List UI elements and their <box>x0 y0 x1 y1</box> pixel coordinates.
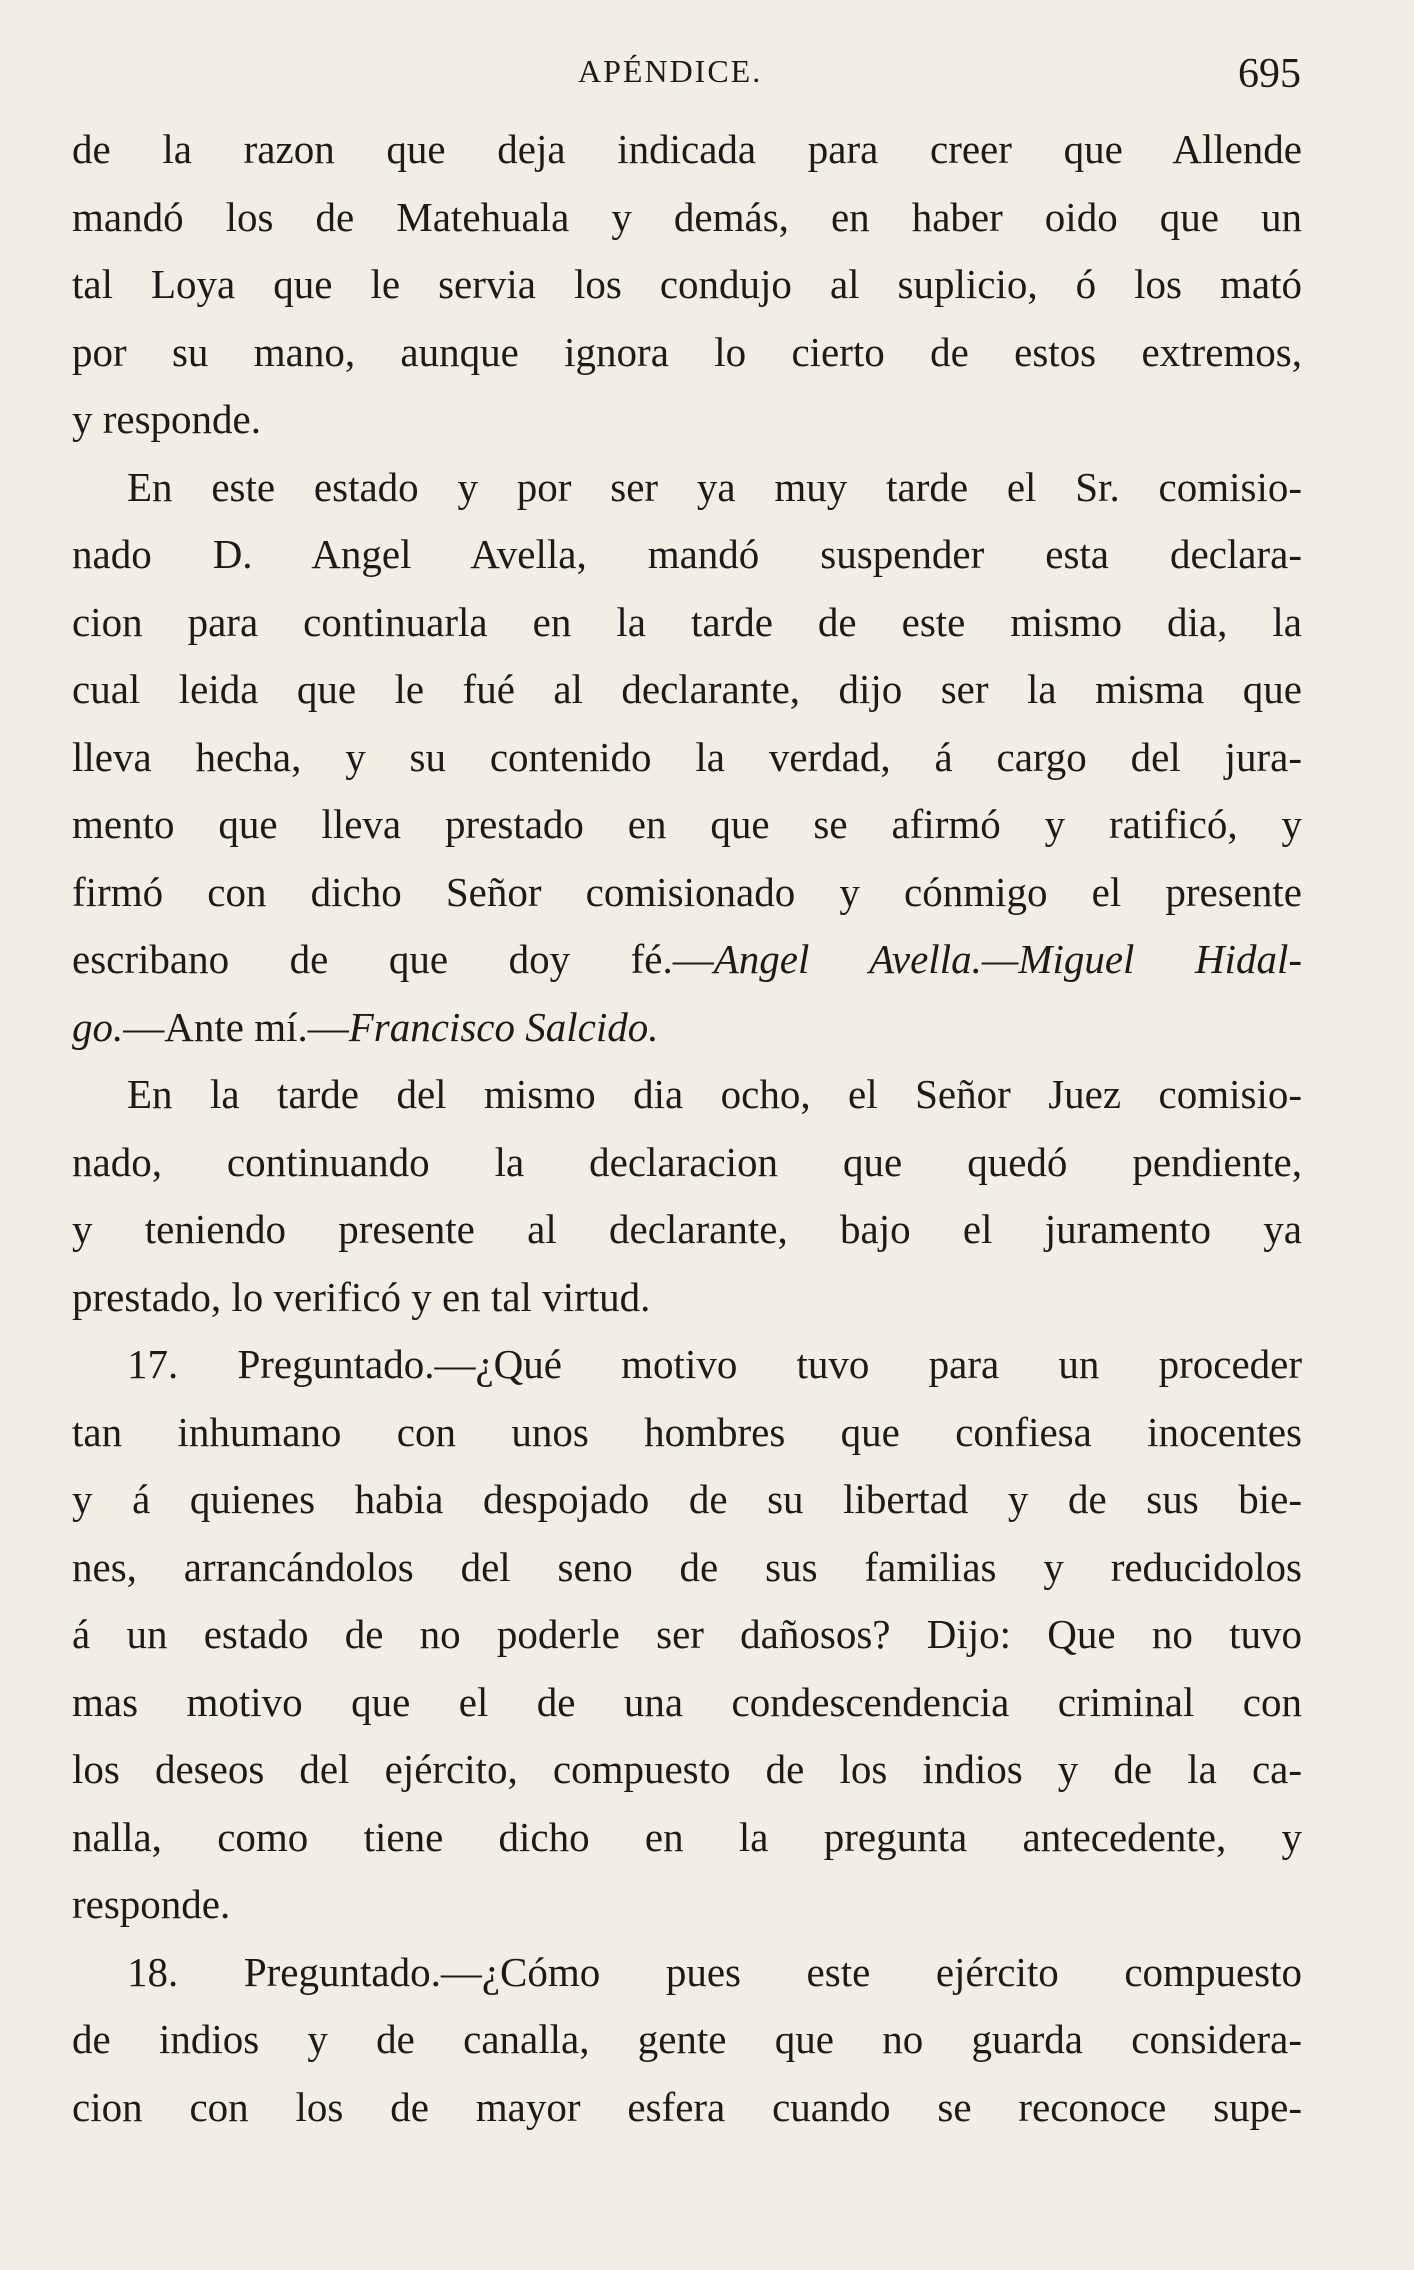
text-line: á un estado de no poderle ser dañosos? Dijo: Que no tuvo <box>72 1611 1302 1657</box>
text-line: por su mano, aunque ignora lo cierto de estos extremos, <box>72 328 1302 375</box>
text-line: y responde. <box>72 396 262 442</box>
text-line: nado, continuando la declaracion que quedó pendiente, <box>72 1138 1302 1185</box>
text-line: mas motivo que el de una condescendencia criminal con <box>72 1678 1302 1725</box>
text-line: mandó los de Matehuala y demás, en haber oido que un <box>72 193 1302 240</box>
text-line: de la razon que deja indicada para creer que Allende <box>72 126 1302 172</box>
text-line: de indios y de canalla, gente que no guarda considera- <box>72 2016 1302 2062</box>
text-line: nes, arrancándolos del seno de sus familias y reducidolos <box>72 1543 1302 1590</box>
text-line: y á quienes habia despojado de su libertad y de sus bie- <box>72 1476 1302 1522</box>
text-line <box>72 994 1302 1062</box>
text-line: lleva hecha, y su contenido la verdad, á cargo del jura- <box>72 733 1302 780</box>
text-line: cion con los de mayor esfera cuando se reconoce supe- <box>72 2083 1302 2130</box>
body-text <box>72 116 1302 2141</box>
text-line: En la tarde del mismo dia ocho, el Señor Juez comisio- <box>127 1071 1302 1117</box>
text-line: los deseos del ejército, compuesto de los indios y de la ca- <box>72 1746 1302 1792</box>
text-line: tan inhumano con unos hombres que confiesa inocentes <box>72 1408 1302 1455</box>
paragraph <box>72 116 1302 454</box>
signature-names: Angel Avella.—Miguel Hidal- <box>713 936 1302 982</box>
paragraph <box>72 1061 1302 1331</box>
text-line: y teniendo presente al declarante, bajo el juramento ya <box>72 1206 1302 1252</box>
paragraph <box>72 454 1302 1062</box>
text-line: responde. <box>72 1881 231 1927</box>
text-line: nalla, como tiene dicho en la pregunta antecedente, y <box>72 1813 1302 1860</box>
text-line <box>72 926 1302 994</box>
text-line: tal Loya que le servia los condujo al suplicio, ó los mató <box>72 261 1302 307</box>
text-line: 17. Preguntado.—¿Qué motivo tuvo para un proceder <box>127 1341 1302 1387</box>
page-header <box>0 50 1414 110</box>
text-line: nado D. Angel Avella, mandó suspender esta declara- <box>72 531 1302 577</box>
signature-name: Francisco Salcido. <box>348 1003 659 1050</box>
text-line: En este estado y por ser ya muy tarde el Sr. comisio- <box>127 463 1302 510</box>
text-line: cual leida que le fué al declarante, dijo ser la misma que <box>72 666 1302 712</box>
text-line: cion para continuarla en la tarde de este mismo dia, la <box>72 598 1302 645</box>
paragraph <box>72 1331 1302 1939</box>
text-run: escribano de que doy fé.— <box>72 936 714 982</box>
page-number: 695 <box>1238 51 1301 97</box>
text-line: mento que lleva prestado en que se afirmó y ratificó, y <box>72 801 1302 847</box>
text-line: prestado, lo verificó y en tal virtud. <box>72 1273 651 1320</box>
signature-name-end: go. <box>72 1003 124 1050</box>
text-line: 18. Preguntado.—¿Cómo pues este ejército compuesto <box>127 1948 1302 1995</box>
text-line: firmó con dicho Señor comisionado y cónmigo el presente <box>72 868 1302 915</box>
running-head: APÉNDICE. <box>578 53 763 89</box>
text-run: —Ante mí.— <box>123 1003 349 1050</box>
paragraph <box>72 1939 1302 2142</box>
